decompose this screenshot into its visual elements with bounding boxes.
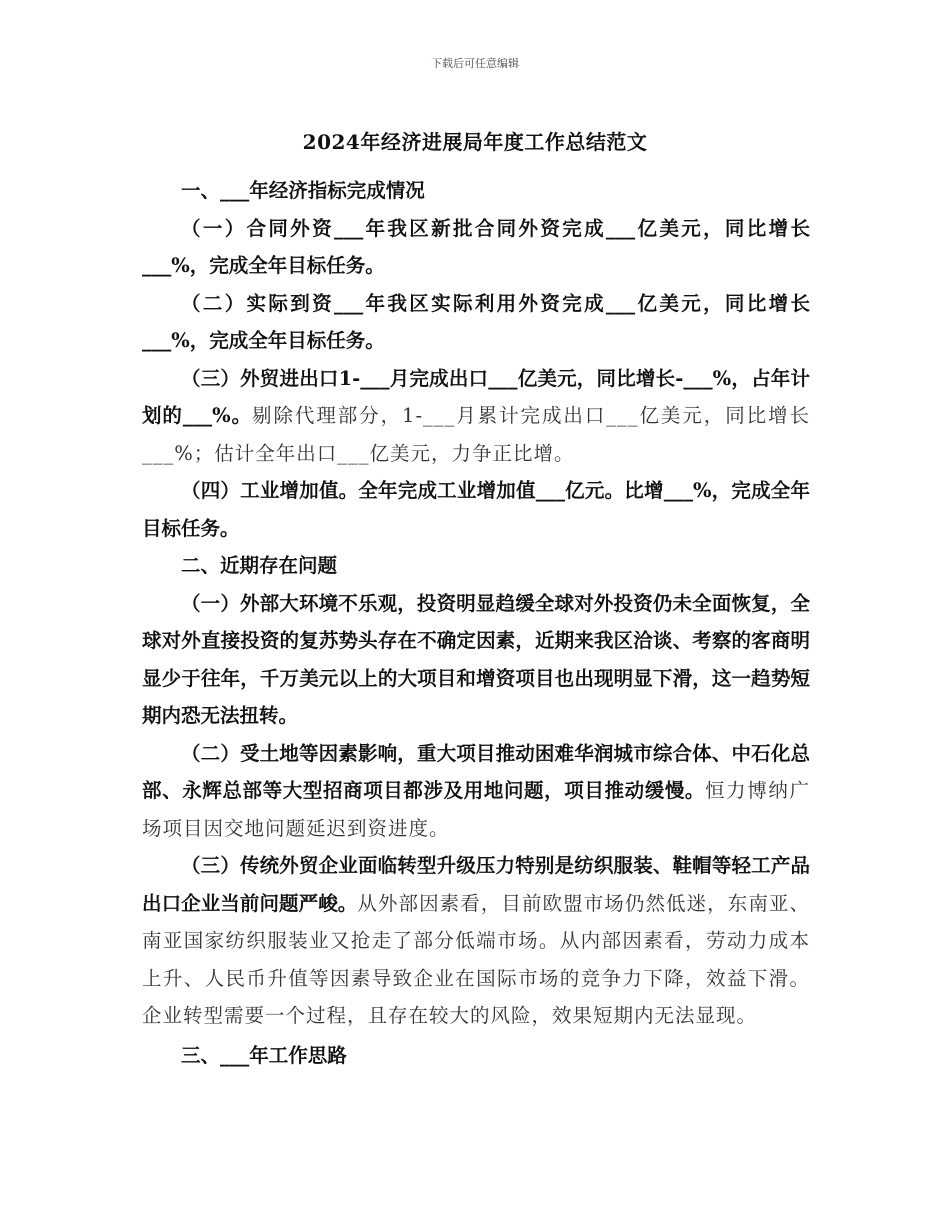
paragraph-land-factors — [142, 735, 810, 848]
section-heading-2: 二、近期存在问题 — [181, 554, 338, 577]
foreign-trade-normal-text: 剔除代理部分，1-___月累计完成出口___亿美元，同比增长___%；估计全年出口___亿美元，力争正比增。 — [142, 404, 810, 465]
paragraph-external-environment: （一）外部大环境不乐观，投资明显趋缓全球对外投资仍未全面恢复，全球对外直接投资的复苏势头存在不确定因素，近期来我区洽谈、考察的客商明显少于往年，千万美元以上的大项目和增资项目也出现明显下滑，这一趋势短期内恐无法扭转。 — [142, 591, 810, 727]
land-factors-bold-text: （二）受土地等因素影响，重大项目推动困难华润城市综合体、中石化总部、永辉总部等大型招商项目都涉及用地问题，项目推动缓慢。 — [142, 741, 810, 802]
paragraph-foreign-trade — [142, 360, 810, 473]
traditional-trade-bold-text: （三）传统外贸企业面临转型升级压力特别是纺织服装、鞋帽等轻工产品出口企业当前问题严峻。 — [142, 854, 810, 915]
foreign-trade-bold-text: （三）外贸进出口1-___月完成出口___亿美元，同比增长-___%，占年计划的___%。 — [142, 366, 810, 427]
land-factors-normal-text: 恒力博纳广场项目因交地问题延迟到资进度。 — [142, 779, 810, 840]
paragraph-contract-investment: （一）合同外资___年我区新批合同外资完成___亿美元，同比增长___%，完成全年目标任务。 — [142, 216, 810, 277]
traditional-trade-normal-text: 从外部因素看，目前欧盟市场仍然低迷，东南亚、南亚国家纺织服装业又抢走了部分低端市场。从内部因素看，劳动力成本上升、人民币升值等因素导致企业在国际市场的竞争力下降，效益下滑。企业转型需要一个过程，且存在较大的风险，效果短期内无法显现。 — [142, 891, 810, 1027]
document-title: 2024年经济进展局年度工作总结范文 — [302, 130, 648, 154]
paragraph-traditional-trade — [142, 847, 810, 1035]
section-heading-3: 三、___年工作思路 — [181, 1043, 347, 1067]
section-heading-1: 一、___年经济指标完成情况 — [181, 179, 425, 202]
header-note: 下载后可任意编辑 — [431, 57, 519, 70]
paragraph-industrial-value: （四）工业增加值。全年完成工业增加值___亿元。比增___%，完成全年目标任务。 — [142, 479, 810, 540]
paragraph-actual-investment: （二）实际到资___年我区实际利用外资完成___亿美元，同比增长___%，完成全年目标任务。 — [142, 291, 810, 352]
document-body — [142, 172, 810, 1074]
